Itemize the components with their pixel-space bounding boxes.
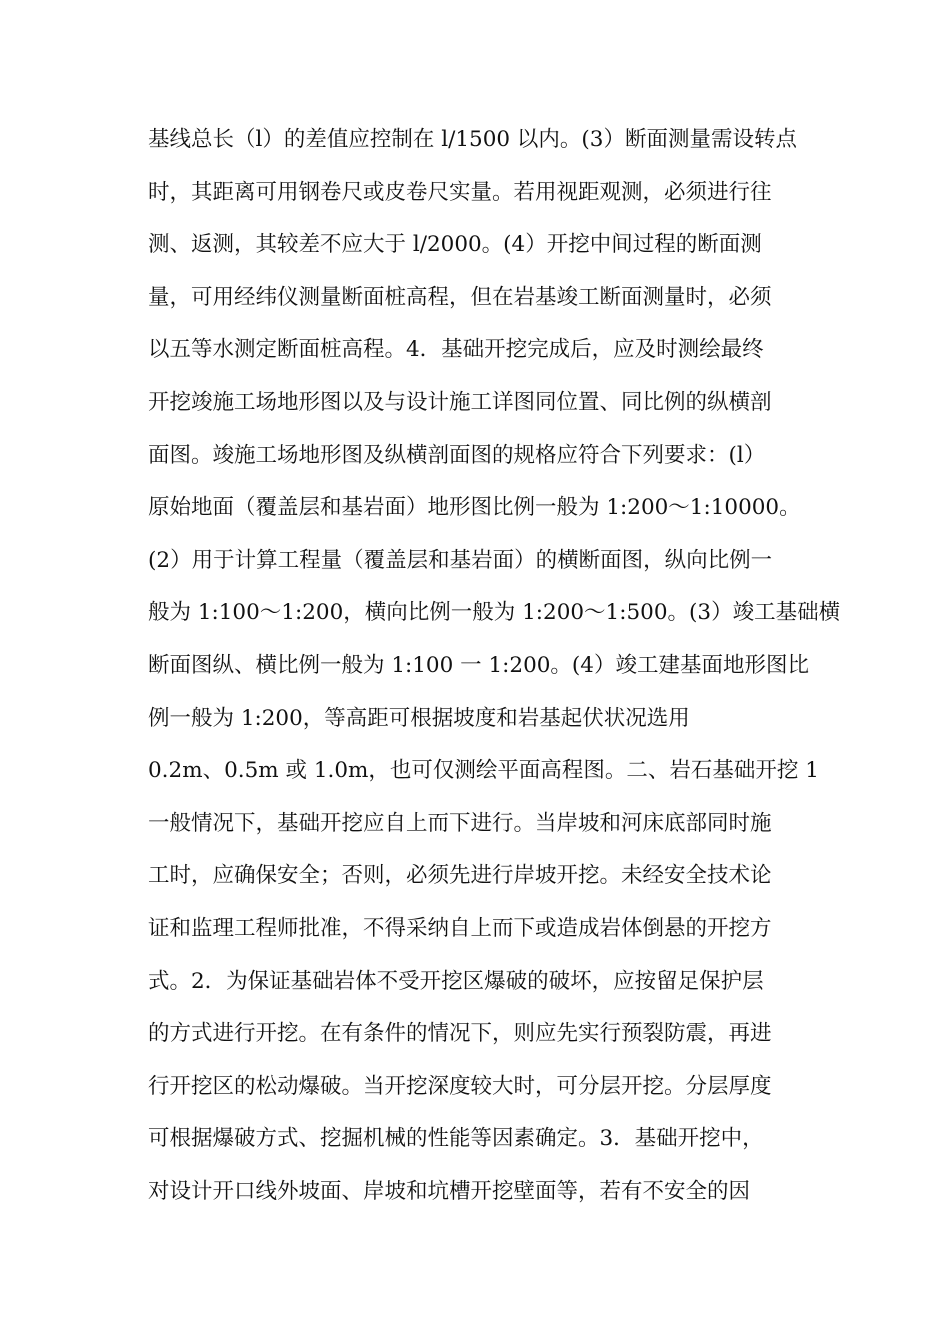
text-line: 时，其距离可用钢卷尺或皮卷尺实量。若用视距观测，必须进行往 [148, 179, 772, 205]
text-line: (2）用于计算工程量（覆盖层和基岩面）的横断面图，纵向比例一 [148, 547, 773, 573]
text-line: 面图。竣施工场地形图及纵横剖面图的规格应符合下列要求：(l） [148, 442, 766, 468]
text-line: 可根据爆破方式、挖掘机械的性能等因素确定。3．基础开挖中， [148, 1126, 764, 1152]
text-line: 基线总长（l）的差值应控制在 l/1500 以内。(3）断面测量需设转点 [148, 127, 797, 152]
text-line: 0.2m、0.5m 或 1.0m，也可仅测绘平面高程图。二、岩石基础开挖 1 [148, 758, 819, 784]
text-line: 的方式进行开挖。在有条件的情况下，则应先实行预裂防震，再进 [148, 1021, 772, 1047]
text-line: 证和监理工程师批准，不得采纳自上而下或造成岩体倒悬的开挖方 [148, 915, 772, 941]
text-line: 原始地面（覆盖层和基岩面）地形图比例一般为 1:200～1:10000。 [148, 495, 801, 521]
text-line: 一般情况下，基础开挖应自上而下进行。当岸坡和河床底部同时施 [148, 810, 772, 836]
text-line: 例一般为 1:200，等高距可根据坡度和岩基起伏状况选用 [148, 705, 690, 731]
text-line: 工时，应确保安全；否则，必须先进行岸坡开挖。未经安全技术论 [148, 863, 772, 889]
text-line: 对设计开口线外坡面、岸坡和坑槽开挖壁面等，若有不安全的因 [148, 1178, 751, 1204]
text-line: 测、返测，其较差不应大于 l/2000。(4）开挖中间过程的断面测 [148, 232, 762, 258]
text-line: 开挖竣施工场地形图以及与设计施工详图同位置、同比例的纵横剖 [148, 389, 772, 415]
text-line: 量，可用经纬仪测量断面桩高程，但在岩基竣工断面测量时，必须 [148, 284, 772, 310]
body-text [148, 114, 841, 1218]
text-line: 以五等水测定断面桩高程。4．基础开挖完成后，应及时测绘最终 [148, 337, 764, 363]
text-line: 式。2．为保证基础岩体不受开挖区爆破的破坏，应按留足保护层 [148, 968, 764, 994]
text-line: 断面图纵、横比例一般为 1:100 一 1:200。(4）竣工建基面地形图比 [148, 652, 809, 678]
text-line: 行开挖区的松动爆破。当开挖深度较大时，可分层开挖。分层厚度 [148, 1073, 772, 1099]
text-line: 般为 1:100～1:200，横向比例一般为 1:200～1:500。(3）竣工基础横 [148, 600, 841, 626]
